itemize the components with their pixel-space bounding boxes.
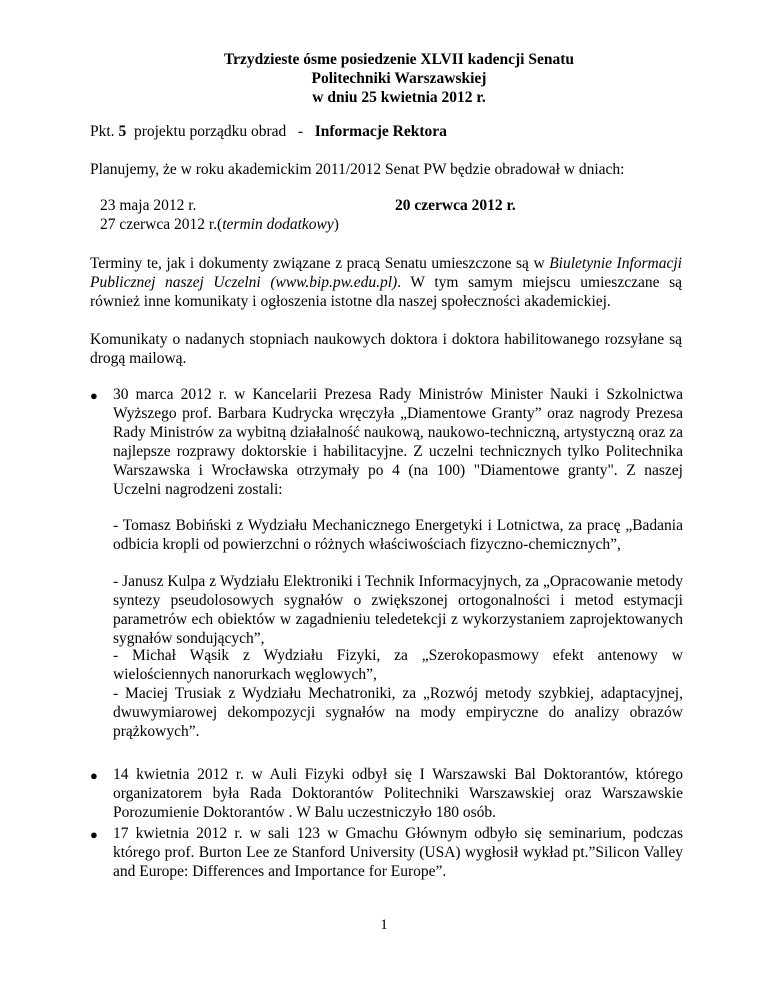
agenda-line [90,122,690,141]
title-line-3: w dniu 25 kwietnia 2012 r. [312,89,486,106]
title-line-1: Trzydzieste ósme posiedzenie XLVII kadencji Senatu [223,51,575,68]
communiques-paragraph: Komunikaty o nadanych stopniach naukowych doktora i doktora habilitowanego rozsyłane są drogą mailową. [90,331,682,367]
terms-bip-link: Biuletynie Informacji Publicznej naszej Uczelni (www.bip.pw.edu.pl) [90,255,682,291]
planned-intro: Planujemy, że w roku akademickim 2011/2012 Senat PW będzie obradował w dniach: [90,161,625,178]
title-line-2: Politechniki Warszawskiej [311,70,487,87]
terms-text-1: Terminy te, jak i dokumenty związane z pracą Senatu umieszczone są w [90,255,550,272]
awardee-bobinski: - Tomasz Bobiński z Wydziału Mechanicznego Energetyki i Lotnictwa, za pracę „Badania odbicia kropli od powierzchni o różnych właściwościach fizyczno-chemicznych”, [113,517,683,553]
bullet-seminar: 17 kwietnia 2012 r. w sali 123 w Gmachu Głównym odbyło się seminarium, podczas którego prof. Burton Lee ze Stanford University (USA) wygłosił wykład pt.”Silicon Valley and Europe: Differences and Importance for Europe”. [113,825,683,880]
date-2-close: ) [333,216,339,233]
date-2-text: 27 czerwca 2012 r.( [100,216,223,233]
document-title [0,50,768,107]
bullet-diamond-grants: 30 marca 2012 r. w Kancelarii Prezesa Rady Ministrów Minister Nauki i Szkolnictwa Wyższego prof. Barbara Kudrycka wręczyła „Diamentowe Granty” oraz nagrody Prezesa Rady Ministrów za wybitną działalność naukową, naukowo-techniczną, artystyczną oraz za najlepsze rozprawy doktorskie i habilitacyjne. Z uczelni technicznych tylko Politechnika Warszawska i Wrocławska otrzymały po 4 (na 100) "Diamentowe granty". Z naszej Uczelni nagrodzeni zostali: [113,386,683,498]
date-1: 23 maja 2012 r. [100,197,197,214]
terms-text-2: . W tym samym miejscu umieszczane są również inne komunikaty i ogłoszenia istotne dla naszej społeczności akademickiej. [90,274,682,310]
terms-paragraph [90,254,682,311]
agenda-number: 5 [118,123,127,140]
awardee-trusiak: - Maciej Trusiak z Wydziału Mechatroniki, za „Rozwój metody szybkiej, adaptacyjnej, dwuwymiarowej dekompozycji sygnałów na mody empiryczne do analizy obrazów prążkowych”. [113,685,683,740]
agenda-topic: Informacje Rektora [314,123,447,140]
bullet-doctoral-ball: 14 kwietnia 2012 r. w Auli Fizyki odbył się I Warszawski Bal Doktorantów, którego organizatorem była Rada Doktorantów Politechniki Warszawskiej oraz Warszawskie Porozumienie Doktorantów . W Balu uczestniczyło 180 osób. [113,766,683,821]
date-2 [100,215,339,234]
awardee-wasik: - Michał Wąsik z Wydziału Fizyki, za „Szerokopasmowy efekt antenowy w wielościennych nanorurkach węglowych”, [113,647,683,683]
date-3: 20 czerwca 2012 r. [395,197,516,214]
bullet-icon: ● [90,388,98,403]
bullet-icon: ● [90,768,98,783]
awardee-kulpa: - Janusz Kulpa z Wydziału Elektroniki i Technik Informacyjnych, za „Opracowanie metody syntezy pseudolosowych sygnałów o zwiększonej ortogonalności i metod estymacji parametrów ech obiektów w zagadnieniu teledetekcji z wykorzystaniem zaprojektowanych sygnałów sondujących”, [113,573,683,647]
agenda-prefix: Pkt. [90,123,119,140]
date-2-note: termin dodatkowy [222,216,334,233]
agenda-middle: projektu porządku obrad - [126,123,315,140]
bullet-icon: ● [90,827,98,842]
page-number: 1 [380,917,388,933]
